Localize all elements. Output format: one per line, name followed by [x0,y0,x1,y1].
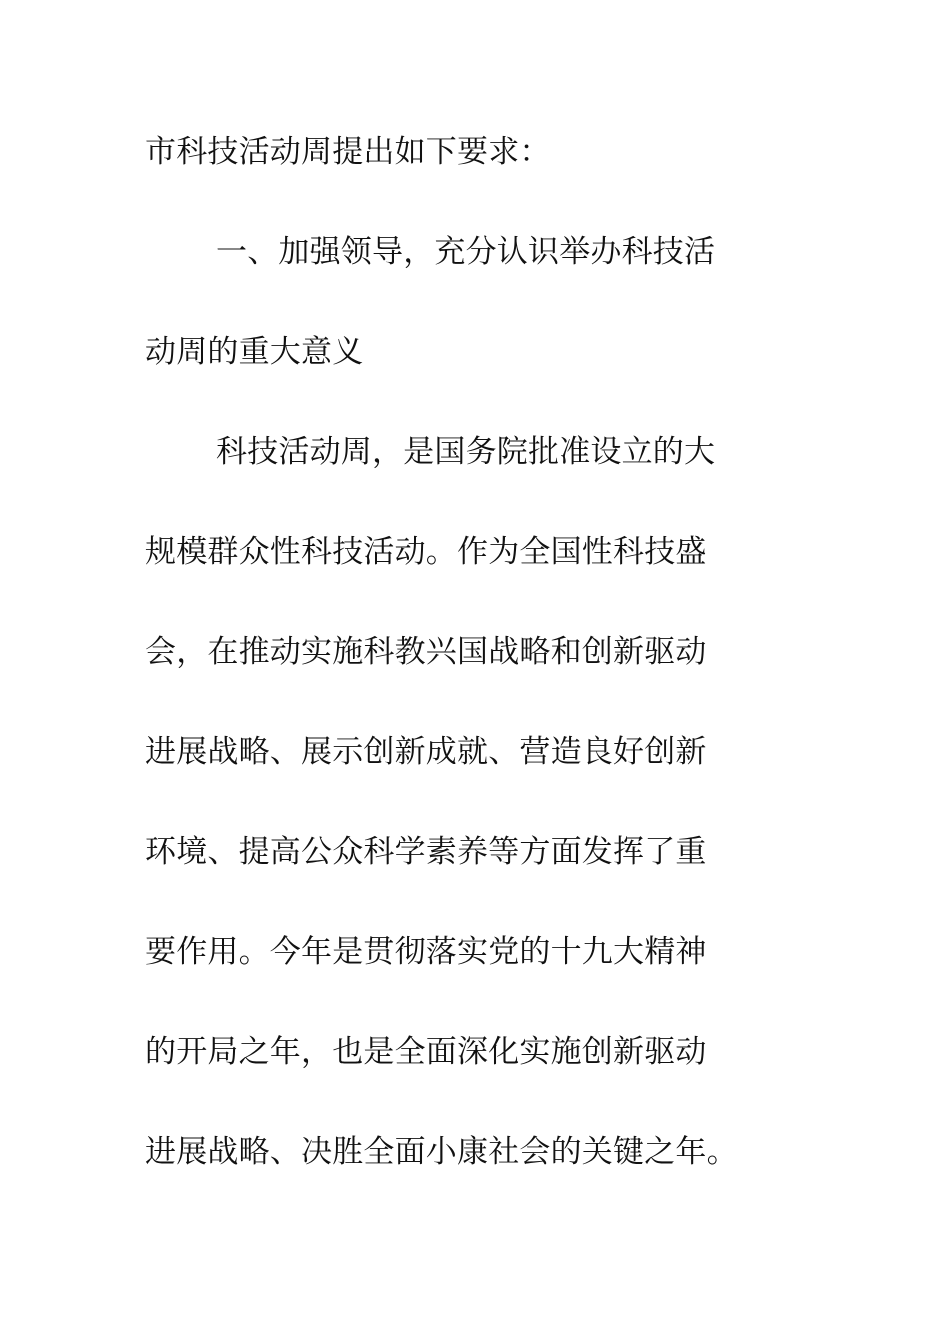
paragraph-line-8: 进展战略、决胜全面小康社会的关键之年。 [145,1134,738,1170]
paragraph-line-5: 环境、提高公众科学素养等方面发挥了重 [145,834,707,870]
section-heading-line-2: 动周的重大意义 [145,334,364,370]
paragraph-line-6: 要作用。今年是贯彻落实党的十九大精神 [145,934,707,970]
paragraph-line-3: 会，在推动实施科教兴国战略和创新驱动 [145,634,707,670]
section-heading-line-1: 一、加强领导，充分认识举办科技活 [216,234,716,270]
paragraph-line-1: 科技活动周，是国务院批准设立的大 [216,434,716,470]
text-line-intro: 市科技活动周提出如下要求： [145,134,551,170]
paragraph-line-4: 进展战略、展示创新成就、营造良好创新 [145,734,707,770]
paragraph-line-2: 规模群众性科技活动。作为全国性科技盛 [145,534,707,570]
paragraph-line-7: 的开局之年，也是全面深化实施创新驱动 [145,1034,707,1070]
